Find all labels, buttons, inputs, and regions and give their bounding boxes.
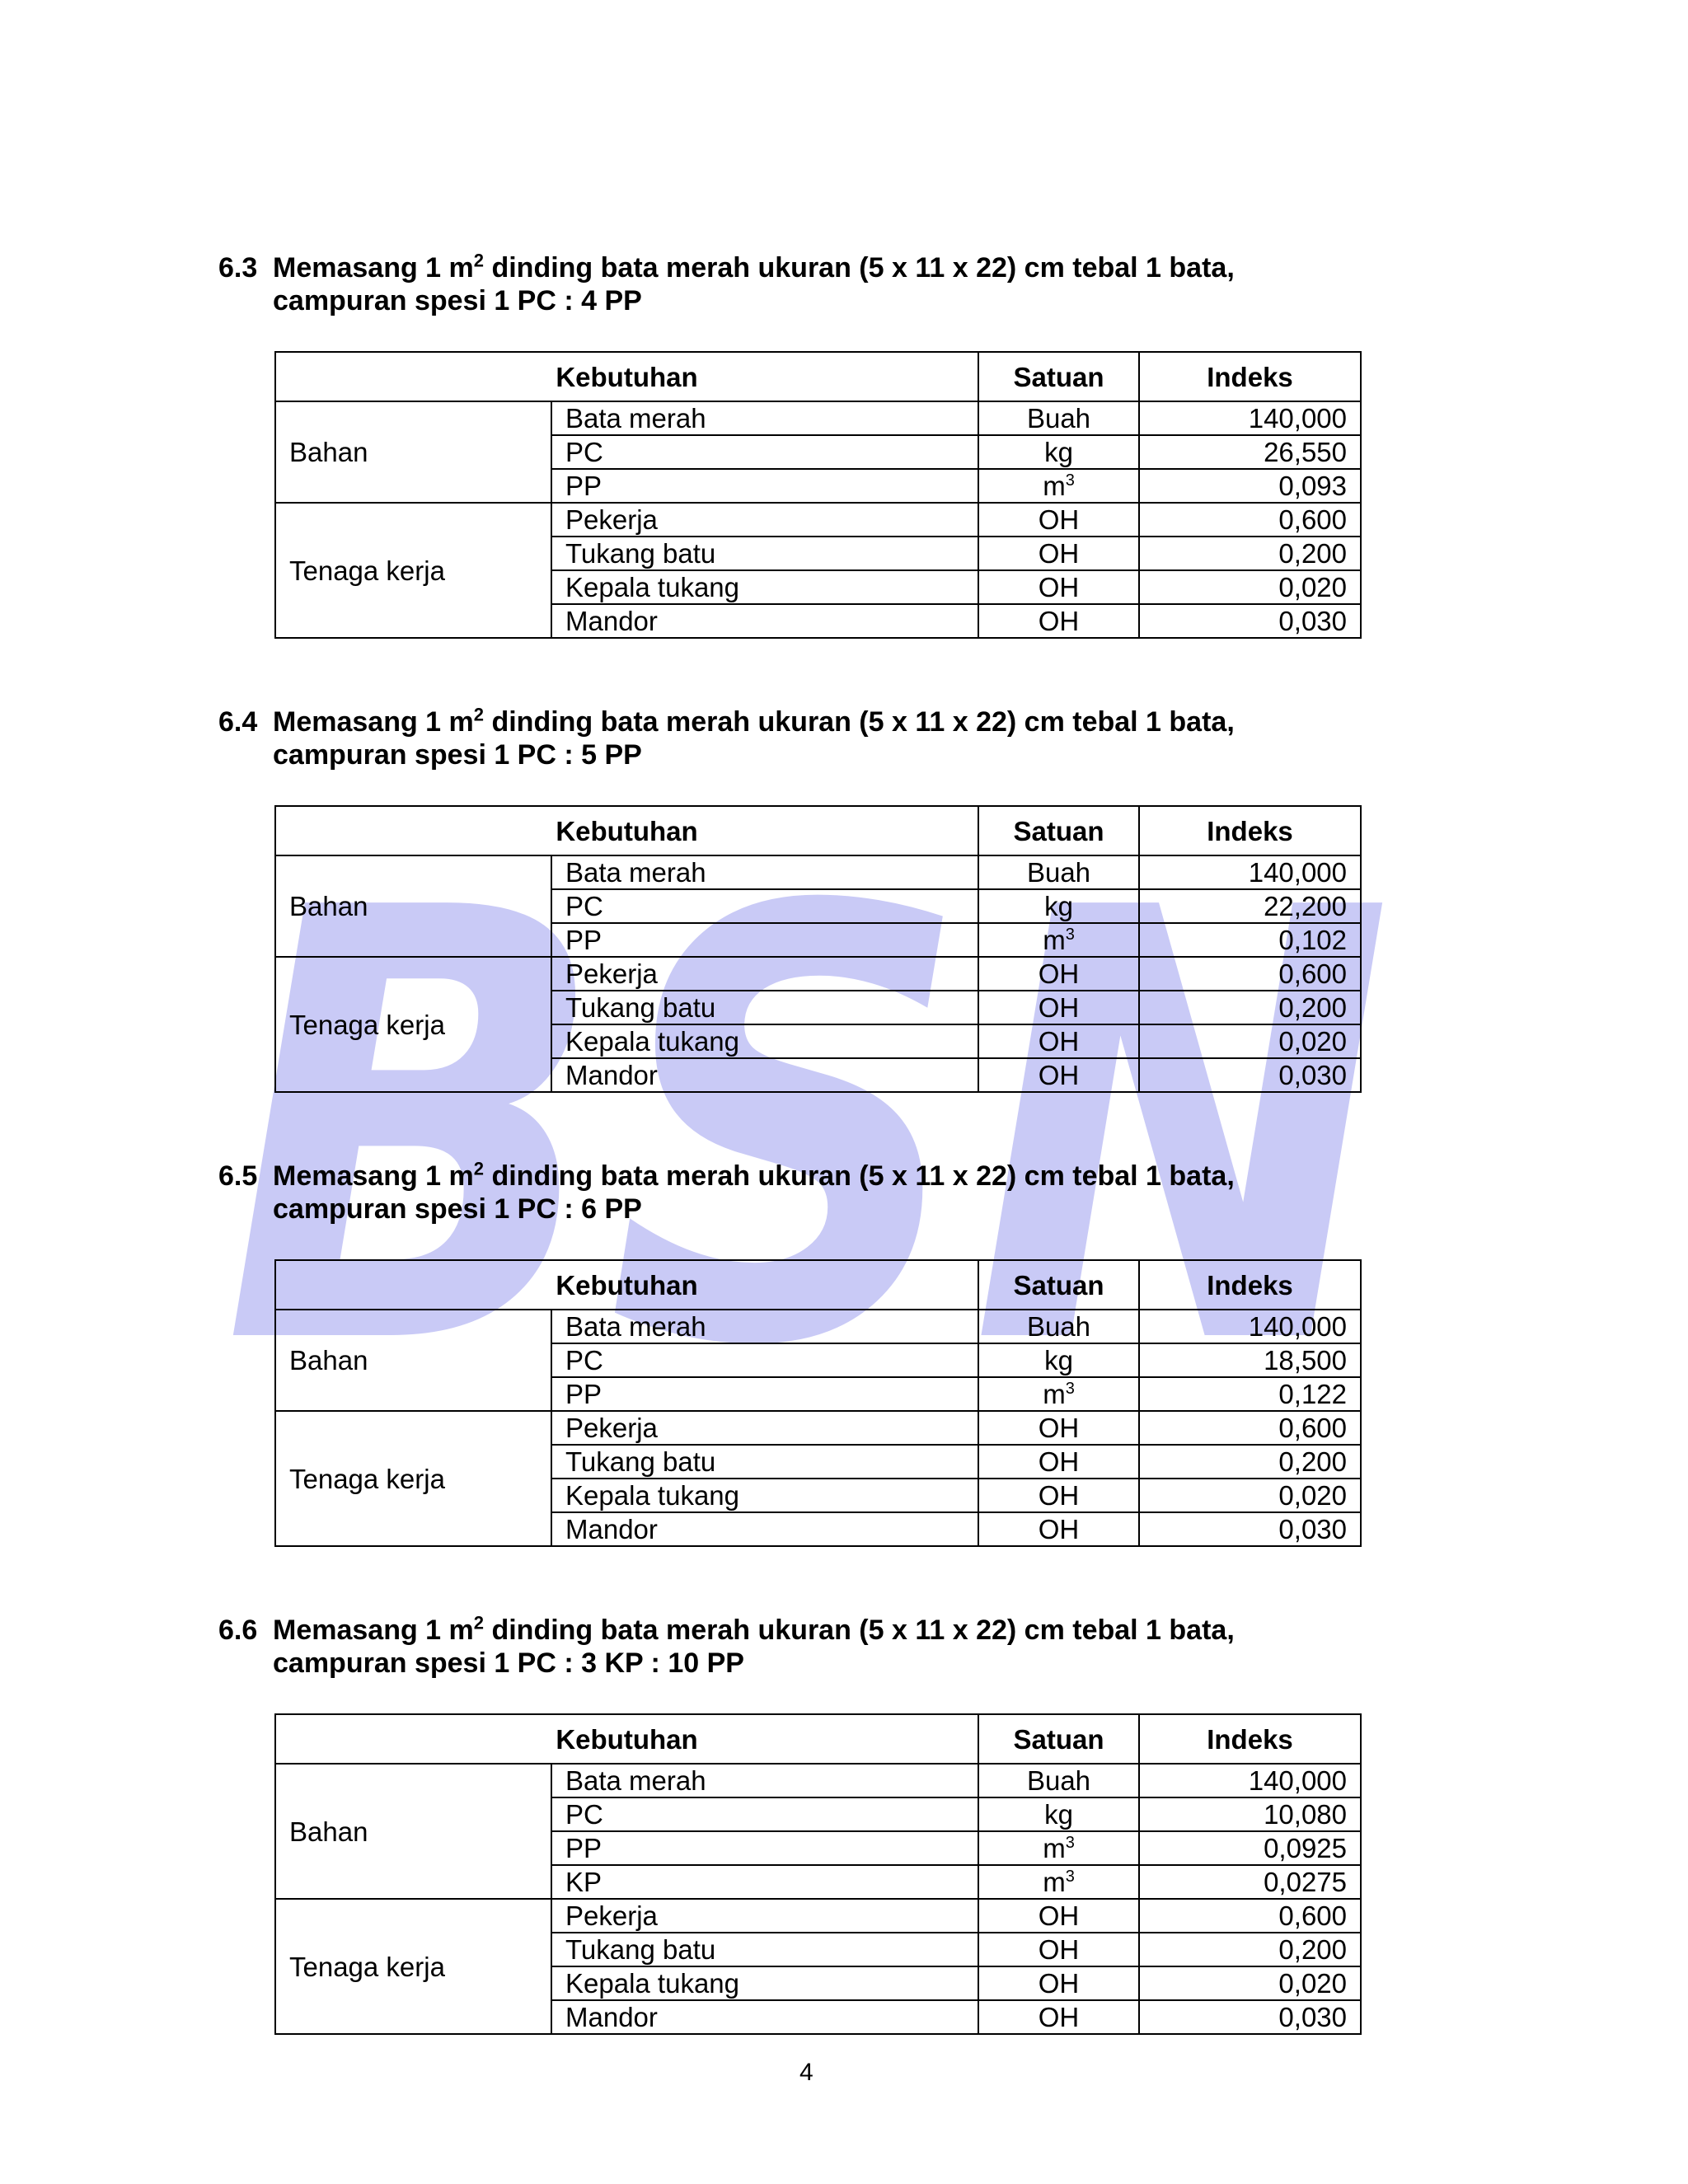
heading-line-2: campuran spesi 1 PC : 6 PP — [273, 1193, 642, 1225]
heading-line-2: campuran spesi 1 PC : 3 KP : 10 PP — [273, 1647, 744, 1679]
item-name: PC — [551, 1797, 978, 1831]
header-indeks: Indeks — [1139, 352, 1361, 401]
item-unit: Buah — [978, 401, 1139, 435]
item-index: 18,500 — [1139, 1343, 1361, 1377]
item-index: 0,122 — [1139, 1377, 1361, 1411]
item-index: 0,102 — [1139, 923, 1361, 957]
item-unit: OH — [978, 604, 1139, 638]
item-name: Pekerja — [551, 957, 978, 991]
item-index: 0,020 — [1139, 1024, 1361, 1058]
header-satuan: Satuan — [978, 806, 1139, 855]
item-index: 26,550 — [1139, 435, 1361, 469]
item-unit: OH — [978, 1411, 1139, 1445]
item-index: 0,0275 — [1139, 1865, 1361, 1899]
header-satuan: Satuan — [978, 1260, 1139, 1310]
item-name: Tukang batu — [551, 991, 978, 1024]
item-name: KP — [551, 1865, 978, 1899]
header-indeks: Indeks — [1139, 806, 1361, 855]
item-index: 22,200 — [1139, 889, 1361, 923]
section-number: 6.5 — [218, 1160, 258, 1192]
item-unit: OH — [978, 1899, 1139, 1933]
item-unit: kg — [978, 1343, 1139, 1377]
item-unit: OH — [978, 1445, 1139, 1479]
item-name: Pekerja — [551, 1899, 978, 1933]
item-unit: Buah — [978, 1310, 1139, 1343]
item-name: Bata merah — [551, 855, 978, 889]
item-name: Kepala tukang — [551, 1479, 978, 1512]
table-row — [275, 1899, 1361, 1933]
item-name: PP — [551, 469, 978, 503]
group-label-tenaga-kerja: Tenaga kerja — [275, 1899, 551, 2034]
item-unit: $m^3$ — [978, 1865, 1139, 1899]
item-index: 0,600 — [1139, 1411, 1361, 1445]
item-unit: $m^3$ — [978, 469, 1139, 503]
item-unit: $m^3$ — [978, 1377, 1139, 1411]
section-number: 6.3 — [218, 252, 258, 284]
item-name: Kepala tukang — [551, 1024, 978, 1058]
item-unit: kg — [978, 435, 1139, 469]
item-name: PP — [551, 1377, 978, 1411]
page-number: 4 — [799, 2059, 814, 2086]
header-satuan: Satuan — [978, 352, 1139, 401]
group-label-bahan: Bahan — [275, 401, 551, 503]
requirements-table — [274, 1713, 1362, 2035]
item-unit: OH — [978, 1024, 1139, 1058]
table-header-row — [275, 1260, 1361, 1310]
item-index: 0,200 — [1139, 537, 1361, 570]
item-index: 0,200 — [1139, 1933, 1361, 1966]
item-unit: OH — [978, 570, 1139, 604]
item-name: Tukang batu — [551, 537, 978, 570]
item-name: Mandor — [551, 2000, 978, 2034]
item-unit: Buah — [978, 1764, 1139, 1797]
item-name: PC — [551, 435, 978, 469]
item-index: 0,200 — [1139, 1445, 1361, 1479]
header-indeks: Indeks — [1139, 1714, 1361, 1764]
item-unit: kg — [978, 1797, 1139, 1831]
item-unit: OH — [978, 957, 1139, 991]
item-name: PC — [551, 1343, 978, 1377]
item-name: Kepala tukang — [551, 1966, 978, 2000]
heading-line-2: campuran spesi 1 PC : 5 PP — [273, 739, 642, 771]
item-unit: $m^3$ — [978, 1831, 1139, 1865]
item-index: 0,020 — [1139, 570, 1361, 604]
table-row — [275, 855, 1361, 889]
table-row — [275, 1411, 1361, 1445]
item-index: 140,000 — [1139, 1764, 1361, 1797]
item-index: 140,000 — [1139, 855, 1361, 889]
item-index: 0,020 — [1139, 1966, 1361, 2000]
header-indeks: Indeks — [1139, 1260, 1361, 1310]
table-row — [275, 957, 1361, 991]
table-header-row — [275, 352, 1361, 401]
table-row — [275, 1310, 1361, 1343]
item-name: PP — [551, 923, 978, 957]
requirements-table — [274, 1259, 1362, 1547]
item-unit: OH — [978, 1058, 1139, 1092]
group-label-tenaga-kerja: Tenaga kerja — [275, 503, 551, 638]
item-unit: OH — [978, 1479, 1139, 1512]
heading-line-2: campuran spesi 1 PC : 4 PP — [273, 285, 642, 316]
group-label-bahan: Bahan — [275, 855, 551, 957]
item-index: 0,030 — [1139, 2000, 1361, 2034]
group-label-bahan: Bahan — [275, 1764, 551, 1899]
item-index: 0,030 — [1139, 1058, 1361, 1092]
item-index: 0,030 — [1139, 1512, 1361, 1546]
header-kebutuhan: Kebutuhan — [275, 1260, 978, 1310]
item-name: Mandor — [551, 604, 978, 638]
group-label-tenaga-kerja: Tenaga kerja — [275, 1411, 551, 1546]
item-name: Kepala tukang — [551, 570, 978, 604]
table-row — [275, 1764, 1361, 1797]
section-number: 6.4 — [218, 706, 258, 738]
item-name: Bata merah — [551, 1764, 978, 1797]
item-name: Tukang batu — [551, 1445, 978, 1479]
section-number: 6.6 — [218, 1615, 258, 1646]
item-name: Bata merah — [551, 401, 978, 435]
item-index: 0,600 — [1139, 1899, 1361, 1933]
item-unit: $m^3$ — [978, 923, 1139, 957]
item-index: 140,000 — [1139, 1310, 1361, 1343]
item-index: 0,093 — [1139, 469, 1361, 503]
item-index: 0,600 — [1139, 503, 1361, 537]
item-index: 10,080 — [1139, 1797, 1361, 1831]
requirements-table — [274, 805, 1362, 1093]
item-name: PP — [551, 1831, 978, 1865]
item-unit: kg — [978, 889, 1139, 923]
group-label-bahan: Bahan — [275, 1310, 551, 1411]
watermark-text: BSN — [223, 874, 1393, 1368]
heading-line-1: Memasang 1 $m^2$ dinding bata merah ukuran (5 x 11 x 22) cm tebal 1 bata, — [273, 1158, 1235, 1192]
item-index: 140,000 — [1139, 401, 1361, 435]
item-unit: OH — [978, 537, 1139, 570]
item-unit: Buah — [978, 855, 1139, 889]
item-name: Pekerja — [551, 503, 978, 537]
item-index: 0,200 — [1139, 991, 1361, 1024]
item-unit: OH — [978, 503, 1139, 537]
table-header-row — [275, 806, 1361, 855]
item-name: Pekerja — [551, 1411, 978, 1445]
item-index: 0,0925 — [1139, 1831, 1361, 1865]
item-unit: OH — [978, 1512, 1139, 1546]
table-header-row — [275, 1714, 1361, 1764]
header-kebutuhan: Kebutuhan — [275, 352, 978, 401]
item-index: 0,020 — [1139, 1479, 1361, 1512]
item-name: Tukang batu — [551, 1933, 978, 1966]
item-name: Mandor — [551, 1058, 978, 1092]
requirements-table — [274, 351, 1362, 639]
item-name: Bata merah — [551, 1310, 978, 1343]
item-name: PC — [551, 889, 978, 923]
header-kebutuhan: Kebutuhan — [275, 1714, 978, 1764]
group-label-tenaga-kerja: Tenaga kerja — [275, 957, 551, 1092]
heading-line-1: Memasang 1 $m^2$ dinding bata merah ukuran (5 x 11 x 22) cm tebal 1 bata, — [273, 250, 1235, 284]
table-row — [275, 401, 1361, 435]
item-unit: OH — [978, 991, 1139, 1024]
item-unit: OH — [978, 1966, 1139, 2000]
heading-line-1: Memasang 1 $m^2$ dinding bata merah ukuran (5 x 11 x 22) cm tebal 1 bata, — [273, 704, 1235, 738]
item-name: Mandor — [551, 1512, 978, 1546]
item-unit: OH — [978, 2000, 1139, 2034]
item-index: 0,600 — [1139, 957, 1361, 991]
header-satuan: Satuan — [978, 1714, 1139, 1764]
item-index: 0,030 — [1139, 604, 1361, 638]
item-unit: OH — [978, 1933, 1139, 1966]
heading-line-1: Memasang 1 $m^2$ dinding bata merah ukuran (5 x 11 x 22) cm tebal 1 bata, — [273, 1612, 1235, 1646]
header-kebutuhan: Kebutuhan — [275, 806, 978, 855]
table-row — [275, 503, 1361, 537]
